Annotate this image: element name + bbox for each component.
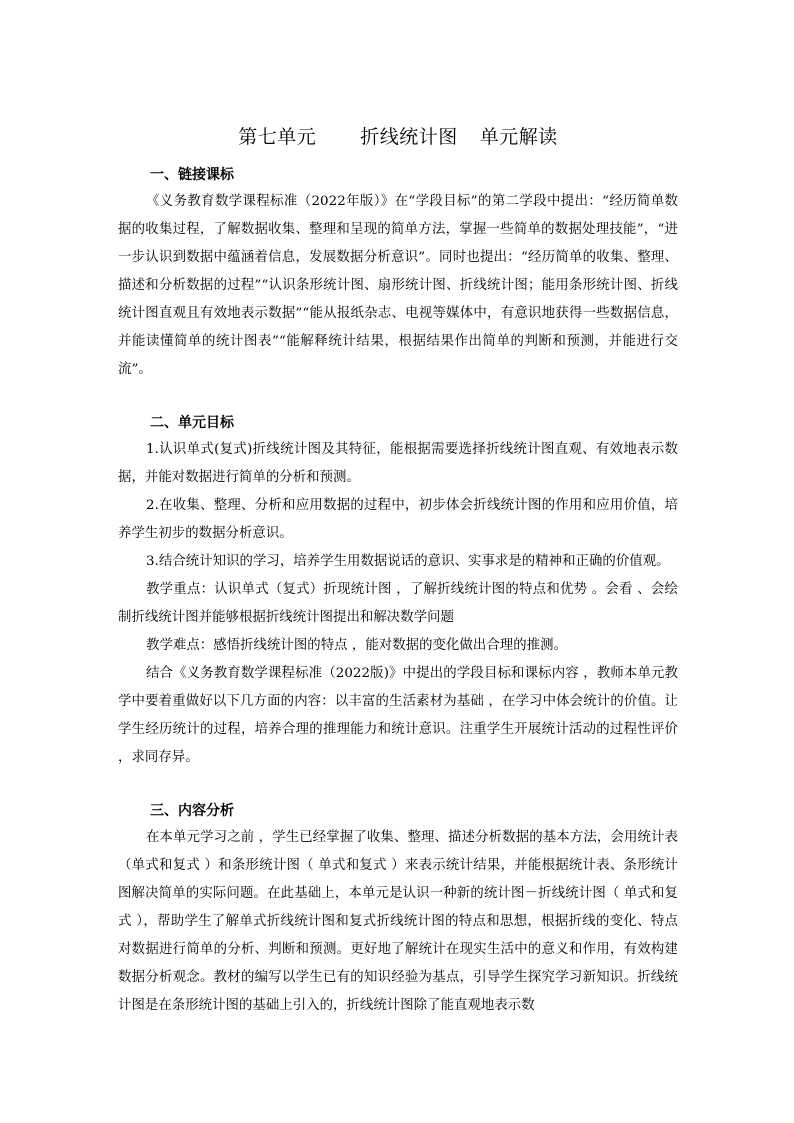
- title-unit: 第七单元: [238, 126, 317, 148]
- paragraph: 《义务教育数学课程标准（2022年版）》在“学段目标”的第二学段中提出：“经历简单数据的收集过程，了解数据收集、整理和呈现的简单方法，掌握一些简单的数据处理技能”，“进一步认识到数据中蕴涵着信息，发展数据分析意识”。同时也提出：“经历简单的收集、整理、描述和分析数据的过程”“认识条形统计图、扇形统计图、折线统计图；能用条形统计图、折线统计图直观且有效地表示数据”“能从报纸杂志、电视等媒体中，有意识地获得一些数据信息，并能读懂简单的统计图表”“能解释统计结果，根据结果作出简单的判断和预测，并能进行交流”。: [118, 194, 678, 377]
- paragraph: 在本单元学习之前 ，学生已经掌握了收集、整理、描述分析数据的基本方法，会用统计表（单式和复式 ）和条形统计图（ 单式和复式 ）来表示统计结果，并能根据统计表、条形统计图解决简单的实际问题。在此基础上，本单元是认识一种新的统计图－折线统计图（ 单式和复式 ），帮助学生了解单式折线统计图和复式折线统计图的特点和思想，根据折线的变化、特点对数据进行简单的分析、判断和预测。更好地了解统计在现实生活中的意义和作用，有效构建数据分析观念。教材的编写以学生已有的知识经验为基点，引导学生探究学习新知识。折线统计图是在条形统计图的基础上引入的，折线统计图除了能直观地表示数: [118, 830, 678, 1013]
- paragraph: 1.认识单式(复式)折线统计图及其特征，能根据需要选择折线统计图直观、有效地表示数据，并能对数据进行简单的分析和预测。: [118, 442, 678, 485]
- document-page: [118, 122, 678, 1020]
- document-title: [118, 122, 678, 152]
- paragraph: 教学难点：感悟折线统计图的特点 ，能对数据的变化做出合理的推测。: [146, 638, 567, 653]
- paragraph: 3.结合统计知识的学习，培养学生用数据说话的意识、实事求是的精神和正确的价值观。: [146, 554, 670, 569]
- section-heading-content-analysis: 三、内容分析: [150, 803, 234, 819]
- section-heading-curriculum: 一、链接课标: [150, 167, 234, 183]
- paragraph: 结合《义务教育数学课程标准（2022版)》中提出的学段目标和课标内容 ，教师本单元教学中要着重做好以下几方面的内容：以丰富的生活素材为基础 ，在学习中体会统计的价值。让学生经历统计的过程，培养合理的推理能力和统计意识。注重学生开展统计活动的过程性评价 ，求同存异。: [118, 666, 678, 765]
- paragraph: 2.在收集、整理、分析和应用数据的过程中，初步体会折线统计图的作用和应用价值，培养学生初步的数据分析意识。: [118, 498, 678, 541]
- section-heading-objectives: 二、单元目标: [150, 415, 234, 431]
- title-topic: 折线统计图: [360, 126, 458, 148]
- title-subtitle: 单元解读: [479, 126, 558, 148]
- paragraph: 教学重点：认识单式（复式）折现统计图 ，了解折线统计图的特点和优势 。会看 、会绘制折线统计图并能够根据折线统计图提出和解决数学问题: [118, 582, 678, 625]
